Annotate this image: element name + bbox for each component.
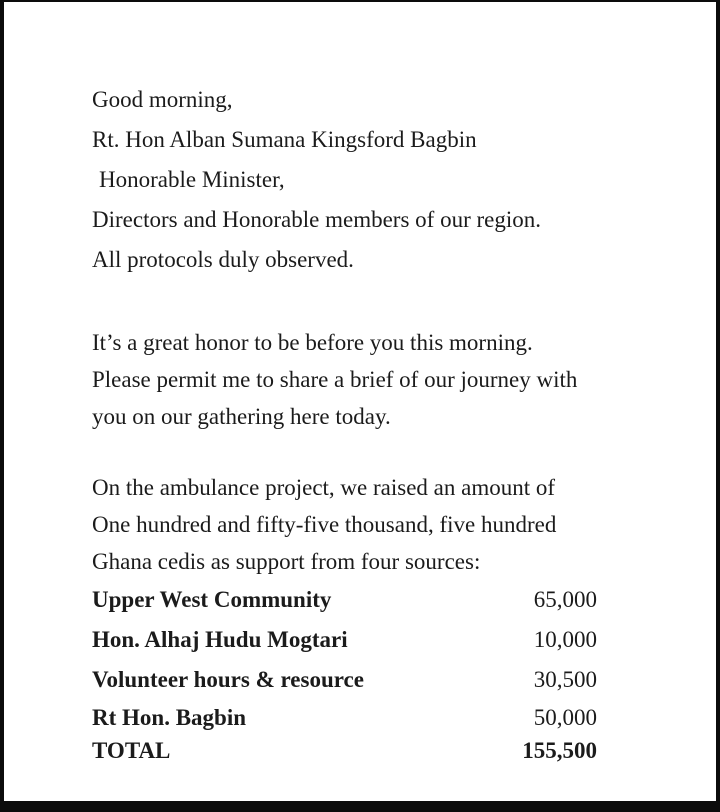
paragraph-line: Ghana cedis as support from four sources: (92, 549, 481, 574)
honor-paragraph (92, 324, 616, 435)
contribution-row (92, 700, 597, 736)
paragraph-line: It’s a great honor to be before you this morning. (92, 330, 533, 355)
paragraph-line: Please permit me to share a brief of our journey with (92, 367, 578, 392)
contribution-amount: 50,000 (533, 705, 597, 730)
greeting-line: Honorable Minister, (99, 167, 285, 192)
contribution-row (92, 580, 597, 620)
paragraph-line: you on our gathering here today. (92, 404, 391, 429)
greeting-line: Good morning, (92, 87, 233, 112)
contribution-source: Upper West Community (92, 587, 332, 612)
contribution-source: Rt Hon. Bagbin (92, 705, 247, 730)
total-row (92, 736, 597, 770)
paragraph-line: One hundred and fifty-five thousand, five hundred (92, 512, 557, 537)
letter-content (4, 2, 616, 770)
greeting-block (92, 80, 616, 280)
contribution-amount: 30,500 (533, 667, 597, 692)
contribution-row (92, 660, 597, 700)
project-paragraph (92, 469, 616, 580)
paragraph-line: On the ambulance project, we raised an amount of (92, 475, 556, 500)
contributions-table (92, 580, 597, 770)
document-page (4, 2, 716, 801)
contribution-source: Hon. Alhaj Hudu Mogtari (92, 627, 348, 652)
greeting-line: All protocols duly observed. (92, 247, 354, 272)
contribution-amount: 65,000 (533, 587, 597, 612)
contribution-amount: 10,000 (533, 627, 597, 652)
total-label: TOTAL (92, 738, 171, 763)
greeting-line: Directors and Honorable members of our region. (92, 207, 541, 232)
contribution-row (92, 620, 597, 660)
greeting-line: Rt. Hon Alban Sumana Kingsford Bagbin (92, 127, 477, 152)
contribution-source: Volunteer hours & resource (92, 667, 364, 692)
total-amount: 155,500 (522, 738, 597, 763)
